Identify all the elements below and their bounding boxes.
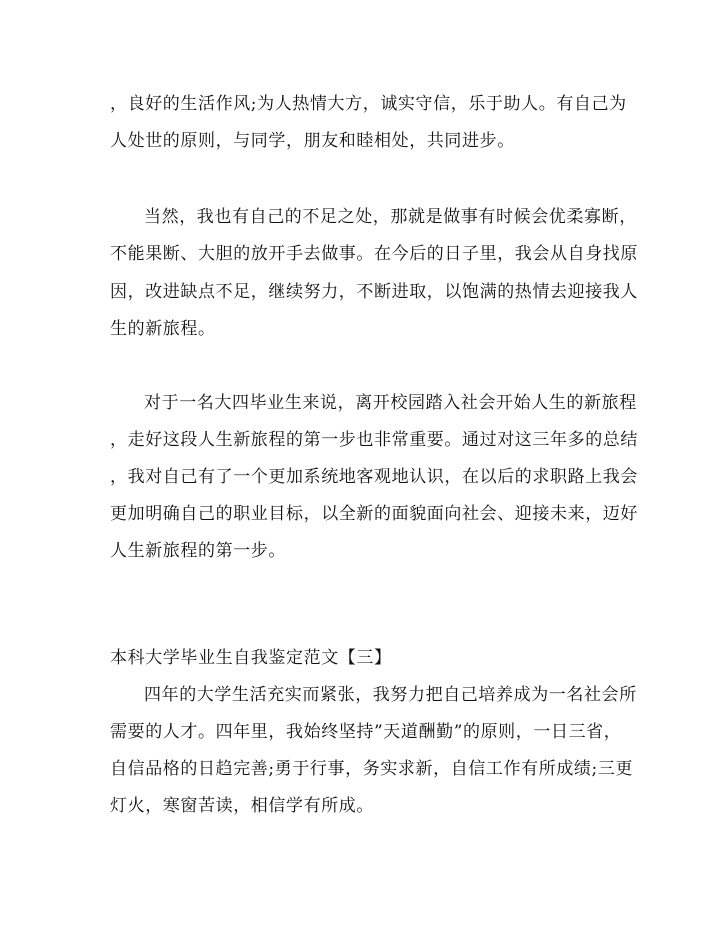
section-paragraph-line-4: 灯火，寒窗苦读，相信学有所成。 — [110, 796, 374, 816]
paragraph-3-line-5: 人生新旅程的第一步。 — [110, 541, 286, 561]
paragraph-2-line-1: 当然，我也有自己的不足之处，那就是做事有时候会优柔寡断， — [144, 207, 637, 227]
paragraph-3-line-2: ，走好这段人生新旅程的第一步也非常重要。通过对这三年多的总结 — [110, 430, 638, 450]
paragraph-1-line-2: 人处世的原则，与同学，朋友和睦相处，共同进步。 — [110, 131, 515, 151]
paragraph-2-line-3: 因，改进缺点不足，继续努力，不断进取，以饱满的热情去迎接我人 — [110, 282, 638, 302]
section-heading: 本科大学毕业生自我鉴定范文【三】 — [110, 648, 392, 668]
paragraph-2-line-2: 不能果断、大胆的放开手去做事。在今后的日子里，我会从自身找原 — [110, 244, 638, 264]
section-paragraph-line-3: 自信品格的日趋完善;勇于行事，务实求新，自信工作有所成绩;三更 — [110, 759, 634, 779]
paragraph-3-line-3: ，我对自己有了一个更加系统地客观地认识，在以后的求职路上我会 — [110, 467, 638, 487]
section-paragraph-line-1: 四年的大学生活充实而紧张，我努力把自己培养成为一名社会所 — [144, 685, 637, 705]
paragraph-2-line-4: 生的新旅程。 — [110, 319, 216, 339]
paragraph-3-line-1: 对于一名大四毕业生来说，离开校园踏入社会开始人生的新旅程 — [144, 393, 637, 413]
paragraph-1-line-1: ，良好的生活作风;为人热情大方，诚实守信，乐于助人。有自己为 — [110, 94, 627, 114]
paragraph-3-line-4: 更加明确自己的职业目标，以全新的面貌面向社会、迎接未来，迈好 — [110, 504, 638, 524]
section-paragraph-line-2: 需要的人才。四年里，我始终坚持”天道酬勤”的原则，一日三省， — [110, 722, 622, 742]
